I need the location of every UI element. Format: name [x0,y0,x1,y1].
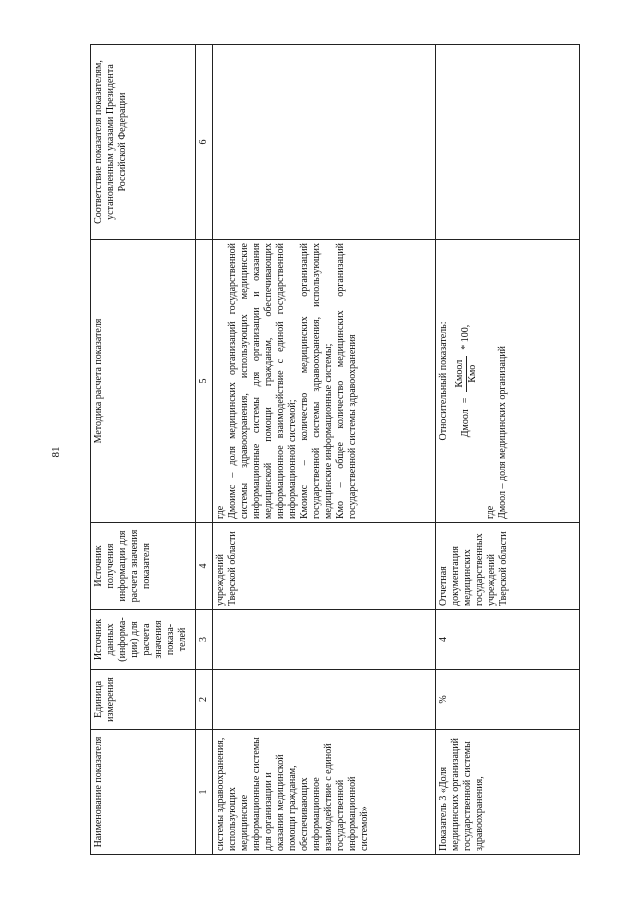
formula [454,243,479,519]
formula-lhs: Дмоол [460,409,472,438]
header-data-source: Источник данных (информа-ции) для расчета значения показа-телей [91,610,196,670]
method-cell [435,240,579,523]
table-row [435,45,579,855]
unit-cell: % [435,670,579,730]
indicator-name-cell: Показатель 3 «Доля медицинских организаций государственной системы здравоохранения, [435,730,579,855]
method-definition: Дмоимс – доля медицинских организаций государственной системы здравоохранения, использующих медицинские информационные системы для организации и оказания медицинской помощи гражданам, обеспечивающих информационное взаимодействие с единой государственной информационной системой; [227,243,299,519]
compliance-cell [213,45,436,240]
method-title: Относительный показатель: [437,321,449,441]
method-cell [213,240,436,523]
column-number: 5 [195,240,213,523]
indicator-name-cell: системы здравоохранения, использующих медицинские информационные системы для организации и оказания медицинской помощи гражданам, обеспечивающих информационное взаимодействие с единой государственной информационной системой» [213,730,436,855]
table-row [213,45,436,855]
method-definition: Кмоимс – количество медицинских организаций государственной системы здравоохранения, использующих медицинские информационные системы; [299,243,335,519]
method-where-label: где [484,505,496,519]
header-compliance: Соответствие показателя показателям, установленным указами Президента Российской Федерации [91,45,196,240]
formula-numerator: Кмоол [454,356,467,392]
document-table-area [90,45,580,855]
info-source-cell: учреждений Тверской области [213,523,436,610]
table-header-row [91,45,196,855]
header-method: Методика расчета показателя [91,240,196,523]
column-number: 2 [195,670,213,730]
formula-suffix: * 100, [460,324,472,350]
method-definition: Кмо – общее количество медицинских организаций государственной системы здравоохранения [335,243,359,519]
column-number: 6 [195,45,213,240]
method-where-label: где [215,505,227,519]
header-indicator-name: Наименование показателя [91,730,196,855]
column-number: 1 [195,730,213,855]
unit-cell [213,670,436,730]
compliance-cell [435,45,579,240]
page-number: 81 [50,446,62,458]
formula-denominator: Кмо [466,364,478,383]
column-number: 3 [195,610,213,670]
rotated-table-frame [90,45,580,855]
header-info-source: Источник получения информации для расчета значения показателя [91,523,196,610]
data-source-cell: 4 [435,610,579,670]
header-unit: Единица измерения [91,670,196,730]
column-number-row [195,45,213,855]
info-source-cell: Отчетная документация медицинских государственных учреждений Тверской области [435,523,579,610]
indicators-table [90,44,580,855]
formula-equals: = [460,397,472,404]
column-number: 4 [195,523,213,610]
data-source-cell [213,610,436,670]
formula-fraction [454,356,479,392]
method-definition: Дмоол – доля медицинских организаций [496,345,508,519]
